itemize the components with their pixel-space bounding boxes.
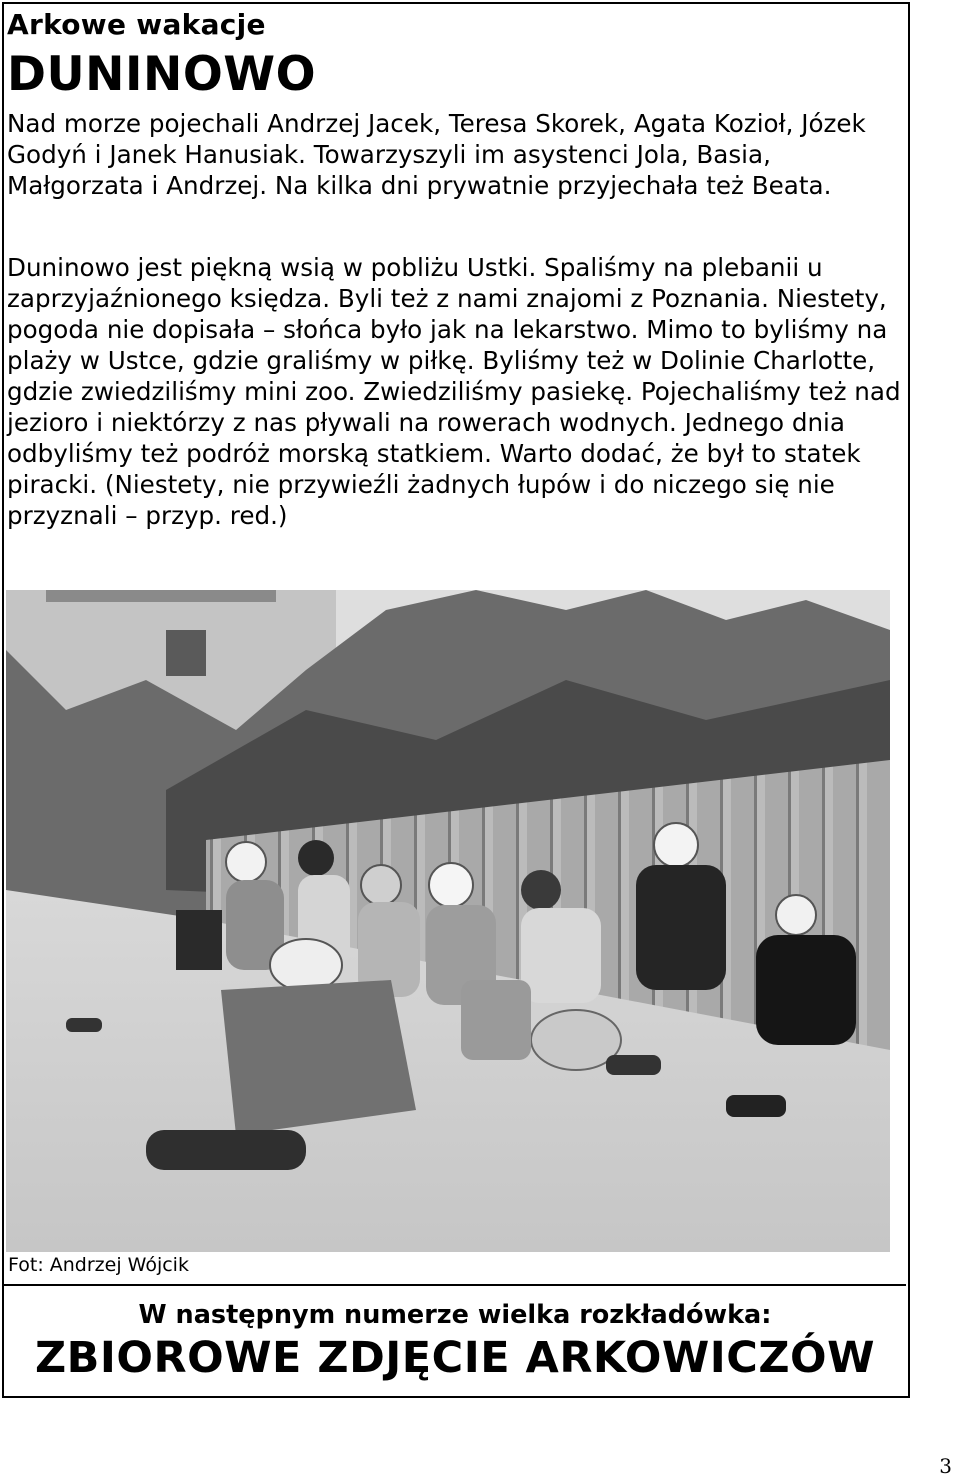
article-paragraph-1: Nad morze pojechali Andrzej Jacek, Teresa Skorek, Agata Kozioł, Józek Godyń i Janek Hanusiak. Towarzyszyli im asystenci Jola, Basia, Małgorzata i Andrzej. Na kilka dni prywatnie przyjechała też Beata. [7,109,866,200]
article-paragraph-2: Duninowo jest piękną wsią w pobliżu Ustki. Spaliśmy na plebanii u zaprzyjaźnionego księdza. Byli też z nami znajomi z Poznania. Niestety, pogoda nie dopisała – słońca było jak na lekarstwo. Mimo to byliśmy na plaży w Ustce, gdzie graliśmy w piłkę. Byliśmy też w Dolinie Charlotte, gdzie zwiedziliśmy mini zoo. Zwiedziliśmy pasiekę. Pojechaliśmy też nad jezioro i niektórzy z nas pływali na rowerach wodnych. Jednego dnia odbyliśmy też podróż morską statkiem. Warto dodać, że był to statek piracki. (Niestety, nie przywieźli żadnych łupów i do niczego się nie przyznali – przyp. red.) [7,253,901,530]
article-kicker: Arkowe wakacje [7,8,266,41]
page-number: 3 [939,1454,952,1478]
article-headline: DUNINOWO [7,47,317,102]
photo-window [166,630,206,676]
next-issue-title: ZBIOROWE ZDJĘCIE ARKOWICZÓW [34,1333,876,1383]
next-issue-label: W następnym numerze wielka rozkładówka: [138,1300,772,1330]
section-divider [4,1284,906,1286]
photo-person-hat-1 [226,842,266,882]
photo-credit: Fot: Andrzej Wójcik [8,1254,189,1276]
photo-person-cap [654,823,698,867]
beach-group-photo [6,590,890,1252]
